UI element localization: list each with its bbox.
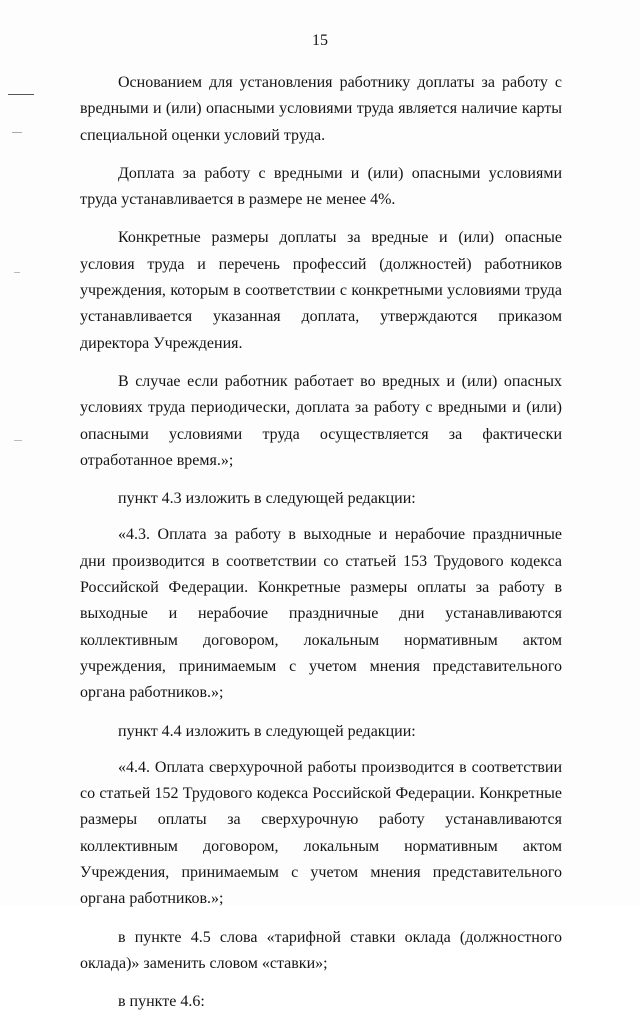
paragraph: «4.4. Оплата сверхурочной работы производится в соответствии со статьей 152 Трудового кодекса Российской Федерации. Конкретные размеры оплаты за сверхурочную работу устанавливаются коллективным договором, локальным нормативным актом Учреждения, принимаемым с учетом мнения представительного органа работников.»; [80, 758, 562, 908]
scan-artifact-mark [14, 440, 22, 441]
scan-artifact-mark [8, 94, 34, 95]
paragraph: пункт 4.3 изложить в следующей редакции: [118, 490, 416, 508]
page-number: 15 [312, 32, 328, 49]
paragraph: В случае если работник работает во вредных и (или) опасных условиях труда периодически, доплата за работу с вредными и (или) опасными условиями труда осуществляется за фактически отработанное время.»; [80, 372, 562, 469]
scan-artifact-mark [14, 272, 20, 273]
paragraph: «4.3. Оплата за работу в выходные и нерабочие праздничные дни производится в соответствии со статьей 153 Трудового кодекса Российской Федерации. Конкретные размеры оплаты за работу в выходные и нерабочие праздничные дни устанавливаются коллективным договором, локальным нормативным актом учреждения, принимаемым с учетом мнения представительного органа работников.»; [80, 526, 562, 702]
paragraph: Доплата за работу с вредными и (или) опасными условиями труда устанавливается в размере не менее 4%. [80, 164, 562, 209]
document-body [80, 70, 562, 1028]
paragraph: в пункте 4.6: [118, 993, 205, 1011]
paragraph: пункт 4.4 изложить в следующей редакции: [118, 722, 416, 740]
scan-artifact-mark [12, 132, 22, 133]
paragraph: Основанием для установления работнику доплаты за работу с вредными и (или) опасными условиями труда является наличие карты специальной оценки условий труда. [80, 74, 562, 144]
paragraph: в пункте 4.5 слова «тарифной ставки оклада (должностного оклада)» заменить словом «ставки»; [80, 928, 562, 972]
paragraph: Конкретные размеры доплаты за вредные и (или) опасные условия труда и перечень профессий (должностей) работников учреждения, которым в соответствии с конкретными условиями труда устанавливается указанная доплата, утверждаются приказом директора Учреждения. [80, 229, 562, 352]
